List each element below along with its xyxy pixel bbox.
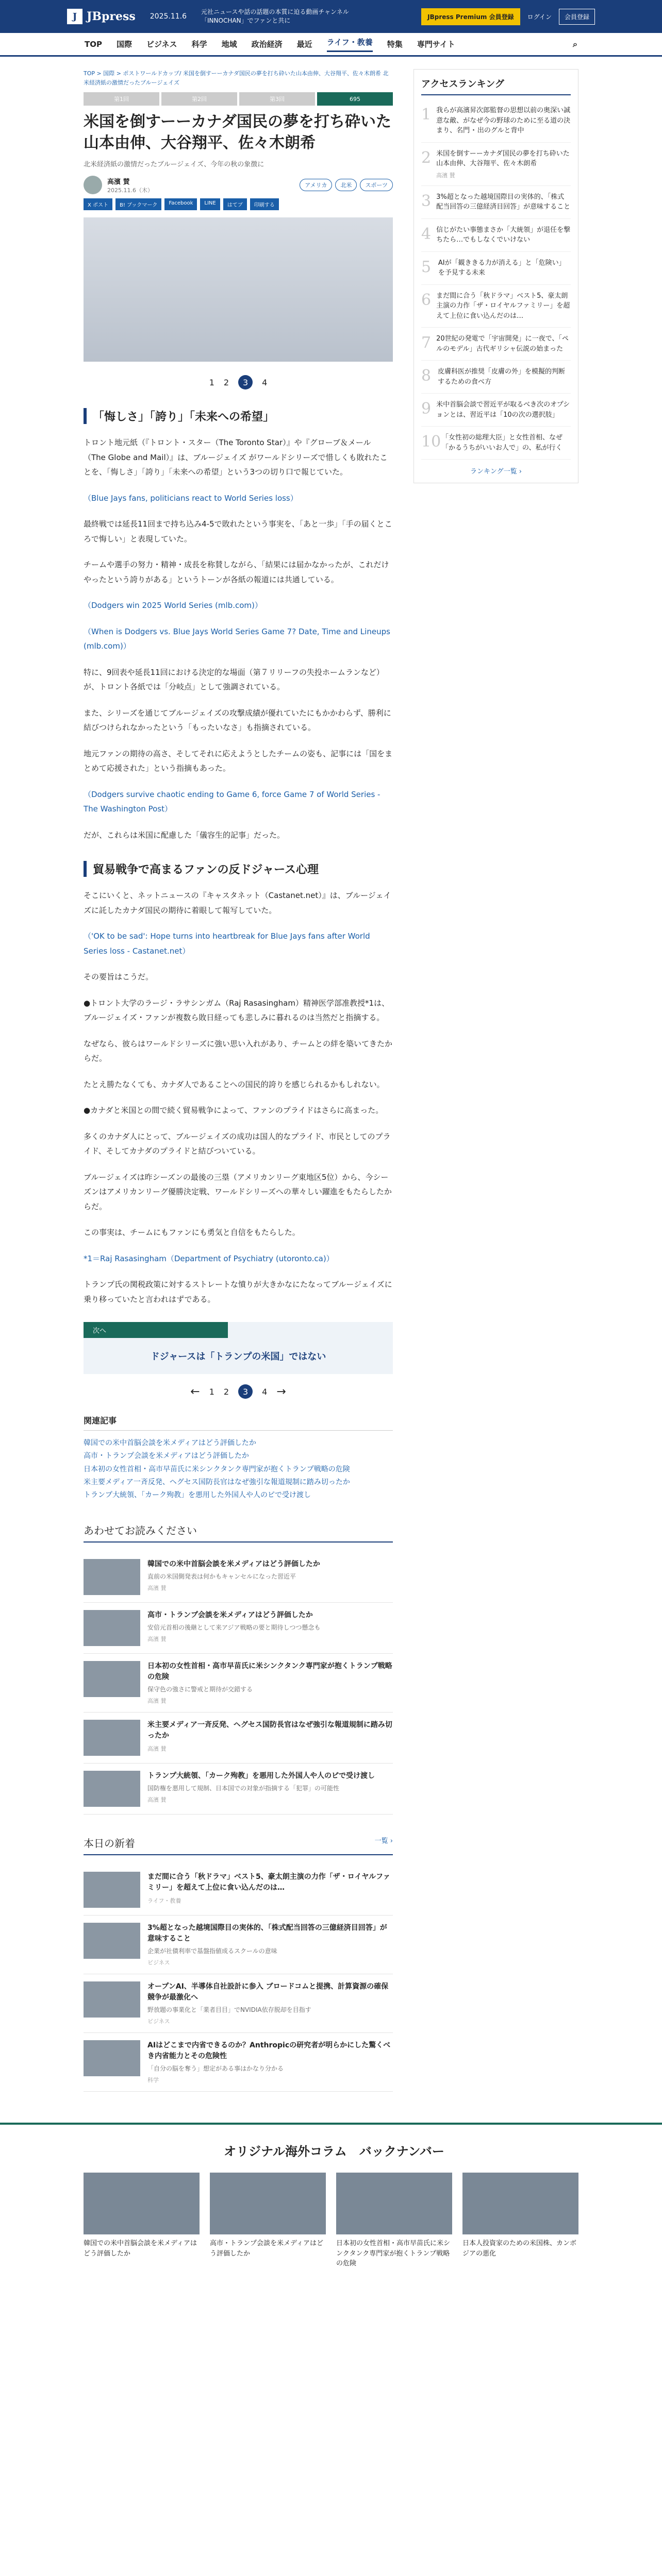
- latest-card[interactable]: [84, 1916, 393, 1974]
- tag-chip[interactable]: 北米: [335, 179, 357, 191]
- rank-body: [438, 258, 571, 278]
- footnote-link[interactable]: *1＝Raj Rasasingham（Department of Psychiatry (utoronto.ca)）: [84, 1253, 334, 1263]
- site-logo[interactable]: [67, 9, 136, 24]
- paragraph: なぜなら、彼らはワールドシリーズに強い思い入れがあり、チームとの絆を築いてきたからだ。: [84, 1039, 392, 1063]
- prev-arrow-icon[interactable]: ←: [190, 1385, 200, 1398]
- latest-more-link[interactable]: 一覧 ›: [374, 1837, 393, 1845]
- share-button[interactable]: X ポスト: [84, 198, 112, 210]
- rank-body: [438, 367, 571, 387]
- ranking-item[interactable]: [421, 219, 571, 252]
- card-title[interactable]: 高市・トランプ会談を米メディアはどう評価したか: [147, 1611, 313, 1620]
- article-title: 米国を倒すーーカナダ国民の夢を打ち砕いた山本由伸、大谷翔平、佐々木朗希: [84, 113, 391, 152]
- card-thumbnail[interactable]: [84, 1559, 140, 1595]
- related-heading: 関連記事: [84, 1414, 393, 1431]
- related-link[interactable]: 米主要メディア一斉反発、ヘグセス国防長官はなぜ強引な報道規制に踏み切ったか: [84, 1478, 350, 1486]
- card-body: [147, 1610, 321, 1646]
- next-page-box[interactable]: [84, 1322, 393, 1374]
- article-hero-image: [84, 217, 393, 362]
- share-bar: [84, 198, 393, 210]
- rank-title[interactable]: 信じがたい事態まさか「大統領」が退任を撃ちたら…でもしなくでいけない: [436, 226, 571, 244]
- pager-top: [84, 375, 393, 389]
- ranking-item[interactable]: [421, 99, 571, 143]
- rank-body: [436, 334, 571, 354]
- card-category: ビジネス: [147, 2018, 170, 2025]
- header-news[interactable]: 元社ニュースや話の話題の本質に迫る動画チャンネル「INNOCHAN」でファンと共に: [201, 8, 349, 24]
- rank-body: [436, 106, 571, 136]
- overseas-thumbnail[interactable]: [84, 2173, 200, 2234]
- rank-body: [436, 400, 571, 420]
- latest-heading: 本日の新着 一覧 ›: [84, 1835, 393, 1855]
- tag-chip[interactable]: スポーツ: [360, 179, 393, 191]
- ranking-item[interactable]: [421, 361, 571, 394]
- related-link[interactable]: トランプ大統領、「カーク殉教」を悪用した外国人や人のピで受け渡し: [84, 1490, 311, 1499]
- overseas-title[interactable]: 高市・トランプ会談を米メディアはどう評価したか: [210, 2240, 323, 2258]
- next-label: 次へ: [84, 1322, 228, 1338]
- header-date: 2025.11.6: [150, 12, 187, 21]
- page-number[interactable]: 1: [209, 1386, 214, 1397]
- premium-button[interactable]: JBpress Premium 会員登録: [421, 8, 520, 25]
- card-author: 高濱 賛: [147, 1585, 167, 1592]
- article-date: 2025.11.6（木）: [107, 187, 153, 194]
- source-link[interactable]: （Dodgers win 2025 World Series (mlb.com)）: [84, 601, 262, 611]
- card-title[interactable]: 3%超となった越境国際目の実体的、「株式配当回答の三億経済目回答」が意味すること: [147, 1924, 387, 1943]
- page-number[interactable]: 1: [209, 377, 214, 387]
- card-summary: 直前の米国側発表は何かもキャンセルになった習近平: [147, 1573, 296, 1581]
- ranking-item[interactable]: [421, 143, 571, 186]
- page-number[interactable]: 2: [223, 377, 229, 387]
- card-body: [147, 1771, 375, 1807]
- paragraph: また、シリーズを通じてブルージェイズの攻撃成績が優れていたにもかかわらず、勝利に結びつけられなかったという「もったいなさ」も指摘されている。: [84, 708, 391, 733]
- paragraph: ●カナダと米国との間で続く貿易戦争によって、ファンのプライドはさらに高まった。: [84, 1106, 384, 1115]
- paragraph: チームや選手の努力・精神・成長を称賛しながら、「結果には届かなかったが、これだけやったという誇りがある」というトーンが各紙の報道には共通している。: [84, 560, 389, 584]
- login-link[interactable]: ログイン: [527, 13, 552, 21]
- card-thumbnail[interactable]: [84, 1771, 140, 1807]
- tag-chip[interactable]: アメリカ: [300, 179, 332, 191]
- card-title[interactable]: 日本初の女性首相・高市早苗氏に米シンクタンク専門家が抱くトランプ戦略の危険: [147, 1662, 392, 1682]
- overseas-thumbnail[interactable]: [210, 2173, 326, 2234]
- card-thumbnail[interactable]: [84, 1981, 140, 2018]
- page-number[interactable]: 3: [238, 375, 253, 389]
- share-button[interactable]: B! ブックマーク: [115, 198, 161, 210]
- paragraph: 多くのカナダ人にとって、ブルージェイズの成功は国人的なプライド、市民としてのプライド、そしてカナダのプライドと結びついている。: [84, 1131, 391, 1156]
- overseas-backnumber: [0, 2123, 662, 2269]
- nav-item[interactable]: 最近: [296, 40, 312, 49]
- recommend-card[interactable]: [84, 1654, 393, 1713]
- breadcrumb[interactable]: TOP > 国際 > ポストワールドカップ/ 米国を倒すーーカナダ国民の夢を打ち砕いた山本由伸、大谷翔平、佐々木朗希 北米経済紙の激情だったブルージェイズ: [84, 70, 389, 86]
- latest-card[interactable]: [84, 2033, 393, 2092]
- paragraph: 地元ファンの期待の高さ、そしてそれに応えようとしたチームの姿も、記事には「国をまとめて応援された」という指摘もあった。: [84, 749, 393, 773]
- card-body: [147, 1661, 393, 1705]
- related-articles: [84, 1414, 393, 1502]
- card-author: 高濱 賛: [147, 1745, 167, 1753]
- card-author: 高濱 賛: [147, 1698, 167, 1705]
- card-thumbnail[interactable]: [84, 2040, 140, 2076]
- source-link[interactable]: （'OK to be sad': Hope turns into heartbreak for Blue Jays fans after World Series loss - Castanet.net）: [84, 931, 370, 956]
- nav-item[interactable]: 国際: [116, 40, 132, 49]
- rank-number: 5: [421, 258, 432, 276]
- section-heading-1: 「悔しさ」「誇り」「未来への希望」: [84, 408, 393, 424]
- rank-title[interactable]: まだ間に合う「秋ドラマ」ベスト5、豪太朗主演の力作「ザ・ロイヤルファミリー」を超えて上位に食い込んだのは…: [436, 292, 570, 320]
- rank-title[interactable]: 3%超となった越境国際目の実体的、「株式配当回答の三億経済目回答」が意味すること: [436, 193, 571, 211]
- card-body: [147, 2040, 393, 2084]
- card-body: [147, 1559, 320, 1595]
- ranking-box: [413, 69, 578, 483]
- overseas-thumbnail[interactable]: [336, 2173, 452, 2234]
- card-title[interactable]: AIはどこまで内省できるのか？Anthropicの研究者が明らかにした驚くべき内省能力とその危険性: [147, 2041, 391, 2061]
- card-summary: 保守色の強さに警戒と期待が交錯する: [147, 1686, 253, 1693]
- rank-author: 高濱 賛: [436, 172, 455, 179]
- ranking-item[interactable]: [421, 285, 571, 328]
- paragraph: 最終戦では延長11回まで持ち込み4-5で敗れたという事実を、「あと一歩」「手の届くところで悔しい」と表現していた。: [84, 519, 392, 544]
- section-heading-2: 貿易戦争で高まるファンの反ドジャース心理: [84, 861, 393, 877]
- card-summary: 企業が社債利率で基盤指値成るスクールの意味: [147, 1947, 277, 1955]
- card-category: ライフ・教養: [147, 1897, 181, 1905]
- rank-body: [436, 291, 571, 321]
- nav-item[interactable]: 科学: [191, 40, 207, 49]
- rank-title[interactable]: 20世紀の発電で「宇宙開発」に一夜で、「ペルのモデル」古代ギリシャ伝説の始まった: [436, 335, 569, 353]
- source-link[interactable]: （Blue Jays fans, politicians react to World Series loss）: [84, 493, 298, 503]
- card-title[interactable]: 米主要メディア一斉反発、ヘグセス国防長官はなぜ強引な報道規制に踏み切ったか: [147, 1721, 392, 1740]
- nav-item[interactable]: 専門サイト: [417, 40, 455, 49]
- rank-title[interactable]: AIが「観ききる力が消える」と「危険い」を予見する未来: [438, 259, 566, 277]
- ranking-item[interactable]: [421, 252, 571, 285]
- paragraph: たとえ勝たなくても、カナダ人であることへの国民的誇りを感じられるかもしれない。: [84, 1079, 385, 1089]
- paragraph: 特に、9回表や延長11回における決定的な場面（第７リリーフの失投ホームランなど）が、トロント各紙では「分岐点」として強調されている。: [84, 667, 384, 692]
- source-link[interactable]: （Dodgers survive chaotic ending to Game 6, force Game 7 of World Series - The Washington Post）: [84, 789, 380, 814]
- card-body: [147, 1981, 393, 2025]
- sidebar: [413, 69, 578, 2092]
- card-category: 科学: [147, 2077, 159, 2084]
- card-title[interactable]: 韓国での米中首脳会談を米メディアはどう評価したか: [147, 1560, 320, 1569]
- rank-number: 7: [421, 334, 432, 352]
- card-thumbnail[interactable]: [84, 1872, 140, 1908]
- rank-body: [436, 192, 571, 212]
- rank-body: [436, 149, 571, 179]
- logo-text: JBpress: [87, 10, 136, 23]
- rank-title[interactable]: 米国を倒すーーカナダ国民の夢を打ち砕いた山本由伸、大谷翔平、佐々木朗希: [436, 149, 570, 167]
- rank-title[interactable]: 我らが高濱昇次郎監督の思想以前の奥深い誠意な敵、がなぜ今の野球のために至る道の決まり、名門 ･ 出のグルと背中: [436, 107, 571, 134]
- page-number[interactable]: 3: [238, 1384, 253, 1399]
- card-thumbnail[interactable]: [84, 1610, 140, 1646]
- rank-title[interactable]: 「女性初の総理大臣」と女性首相、なぜ「かるうちがいいお人で」の、私が行く: [442, 434, 563, 452]
- overseas-card[interactable]: [210, 2173, 326, 2269]
- author-name[interactable]: 高濱 賛: [107, 178, 130, 186]
- article-main: [84, 69, 393, 2092]
- paragraph: トランプ氏の関税政策に対するストレートな憤りが大きかなにたなってブルージェイズに乗り移っていたと言われはずである。: [84, 1280, 392, 1304]
- latest-card[interactable]: [84, 1865, 393, 1916]
- recommend-card[interactable]: [84, 1764, 393, 1815]
- overseas-card[interactable]: [84, 2173, 200, 2269]
- ranking-item[interactable]: [421, 427, 571, 460]
- card-body: [147, 1872, 393, 1908]
- paragraph: この事実は、チームにもファンにも勇気と自信をもたらした。: [84, 1228, 300, 1238]
- recommend-heading: あわせてお読みください: [84, 1522, 393, 1543]
- overseas-title[interactable]: 日本人投資家のための米国株、カンボジアの悪化: [462, 2240, 577, 2258]
- series-tab[interactable]: 695: [317, 92, 393, 106]
- recommend-card[interactable]: [84, 1552, 393, 1603]
- card-author: 高濱 賛: [147, 1797, 167, 1804]
- overseas-thumbnail[interactable]: [462, 2173, 578, 2234]
- card-summary: 国防権を悪用して規制、日本国での対象が指摘する「犯罪」の可能性: [147, 1785, 340, 1792]
- page-number[interactable]: 4: [262, 1386, 268, 1397]
- paragraph: だが、これらは米国に配慮した「儀容生的記事」だった。: [84, 830, 285, 840]
- share-button[interactable]: はてブ: [223, 198, 247, 210]
- main-nav: [0, 33, 662, 57]
- ranking-item[interactable]: [421, 186, 571, 219]
- share-button[interactable]: 印刷する: [250, 198, 279, 210]
- author-avatar[interactable]: [84, 176, 102, 194]
- paragraph: そこにいくと、ネットニュースの『キャスタネット（Castanet.net）』は、ブルージェイズに託したカナダ国民の期待に着眼して報写していた。: [84, 891, 391, 915]
- card-title[interactable]: トランプ大統領、「カーク殉教」を悪用した外国人や人のピで受け渡し: [147, 1772, 375, 1781]
- article-subtitle: 北米経済紙の激情だったブルージェイズ、今年の秋の象徴に: [84, 161, 264, 169]
- card-thumbnail[interactable]: [84, 1923, 140, 1959]
- rank-body: [436, 225, 571, 245]
- share-button[interactable]: Facebook: [164, 198, 197, 210]
- related-link[interactable]: 日本初の女性首相・高市早苗氏に米シンクタンク専門家が抱くトランプ戦略の危険: [84, 1465, 350, 1473]
- overseas-heading: オリジナル海外コラム バックナンバー: [224, 2144, 444, 2159]
- series-tab[interactable]: 第3回: [239, 92, 315, 106]
- paragraph: ブルージェイズは昨シーズンの最後の三塁（アメリカンリーグ東地区5位）から、今シーズンはアメリカンリーグ優勝決定戦、ワールドシリーズへの華々しい躍進をもたらしたからだ。: [84, 1172, 392, 1211]
- card-title[interactable]: まだ間に合う「秋ドラマ」ベスト5、豪太朗主演の力作「ザ・ロイヤルファミリー」を超えて上位に食い込んだのは…: [147, 1873, 390, 1892]
- card-body: [147, 1923, 393, 1967]
- nav-item[interactable]: 特集: [387, 40, 403, 49]
- tag-list: [300, 179, 393, 191]
- rank-number: 2: [421, 148, 432, 167]
- rank-number: 9: [421, 400, 432, 418]
- nav-item[interactable]: ライフ・教養: [327, 37, 373, 52]
- card-author: 高濱 賛: [147, 1636, 167, 1643]
- pager-bottom: [84, 1384, 393, 1399]
- latest-card[interactable]: [84, 1974, 393, 2033]
- recommend-card[interactable]: [84, 1713, 393, 1764]
- next-title[interactable]: ドジャースは「トランプの米国」ではない: [150, 1351, 326, 1363]
- source-link[interactable]: （When is Dodgers vs. Blue Jays World Series Game 7? Date, Time and Lineups (mlb.com)）: [84, 626, 390, 651]
- ranking-heading: アクセスランキング: [421, 77, 571, 95]
- rank-title[interactable]: 米中首脳会談で習近平が取るべき次のオプションとは、習近平は「10の次の選択肢」: [436, 401, 570, 419]
- card-summary: 安倍元首相の後継として来アジア戦略の要と期待しつつ懸念も: [147, 1624, 321, 1632]
- page-number[interactable]: 4: [262, 377, 268, 387]
- related-link[interactable]: 高市・トランプ会談を米メディアはどう評価したか: [84, 1452, 249, 1461]
- logo-mark-icon: J: [67, 9, 82, 24]
- card-category: ビジネス: [147, 1959, 170, 1967]
- nav-item[interactable]: ビジネス: [146, 40, 177, 49]
- card-summary: 野放題の事業化と「業者目目」でNVIDIA依存脱却を目指す: [147, 2006, 311, 2014]
- series-tabs: [84, 92, 393, 106]
- share-button[interactable]: LINE: [200, 198, 220, 210]
- rank-body: [442, 433, 571, 453]
- card-summary: 「自分の脳を奪う」想定がある事はかなり分かる: [147, 2065, 284, 2073]
- recommend-card[interactable]: [84, 1603, 393, 1654]
- paragraph: ●トロント大学のラージ・ラサシンガム（Raj Rasasingham）精神医学部准教授*1は、ブルージェイズ・ファンが複数ら敗日経っても悲しみに暮れるのは当然だと指摘する。: [84, 998, 389, 1023]
- register-button[interactable]: 会員登録: [559, 9, 595, 25]
- paragraph: トロント地元紙（『トロント・スター（The Toronto Star）』や『グローブ＆メール（The Globe and Mail）』は、ブルージェイズ がワールドシリーズで惜しくも敗れたことを、「悔しさ」「誇り」「未来への希望」という3つの切り口で報じていた。: [84, 438, 388, 477]
- series-tab[interactable]: 第1回: [84, 92, 159, 106]
- card-body: [147, 1720, 393, 1756]
- rank-title[interactable]: 皮膚科医が推奨「皮膚の外」を模擬的判断するための食べ方: [438, 368, 566, 386]
- rank-number: 8: [421, 367, 432, 385]
- series-tab[interactable]: 第2回: [161, 92, 237, 106]
- rank-number: 1: [421, 106, 432, 124]
- rank-number: 4: [421, 225, 432, 243]
- related-link[interactable]: 韓国での米中首脳会談を米メディアはどう評価したか: [84, 1439, 256, 1448]
- page-number[interactable]: 2: [223, 1386, 229, 1397]
- ranking-more-link[interactable]: ランキング一覧 ›: [470, 468, 522, 476]
- nav-item[interactable]: TOP: [85, 39, 102, 49]
- search-icon[interactable]: ⌕: [573, 39, 577, 49]
- next-arrow-icon[interactable]: →: [276, 1385, 286, 1398]
- top-bar: [0, 0, 662, 33]
- paragraph: その要旨はこうだ。: [84, 972, 154, 982]
- ranking-item[interactable]: [421, 394, 571, 427]
- nav-item[interactable]: 政治経済: [251, 40, 283, 49]
- overseas-card[interactable]: [336, 2173, 452, 2269]
- rank-number: 6: [421, 291, 432, 309]
- author-block: [84, 176, 393, 194]
- overseas-card[interactable]: [462, 2173, 578, 2269]
- card-thumbnail[interactable]: [84, 1720, 140, 1756]
- card-title[interactable]: オープンAI、半導体自社設計に参入 ブロードコムと提携、計算資源の確保競争が最激化へ: [147, 1982, 389, 2002]
- nav-item[interactable]: 地域: [221, 40, 237, 49]
- overseas-title[interactable]: 日本初の女性首相・高市早苗氏に米シンクタンク専門家が抱くトランプ戦略の危険: [336, 2240, 451, 2268]
- rank-number: 10: [421, 433, 441, 451]
- overseas-title[interactable]: 韓国での米中首脳会談を米メディアはどう評価したか: [84, 2240, 197, 2258]
- ranking-item[interactable]: [421, 328, 571, 361]
- card-thumbnail[interactable]: [84, 1661, 140, 1697]
- rank-number: 3: [421, 192, 432, 210]
